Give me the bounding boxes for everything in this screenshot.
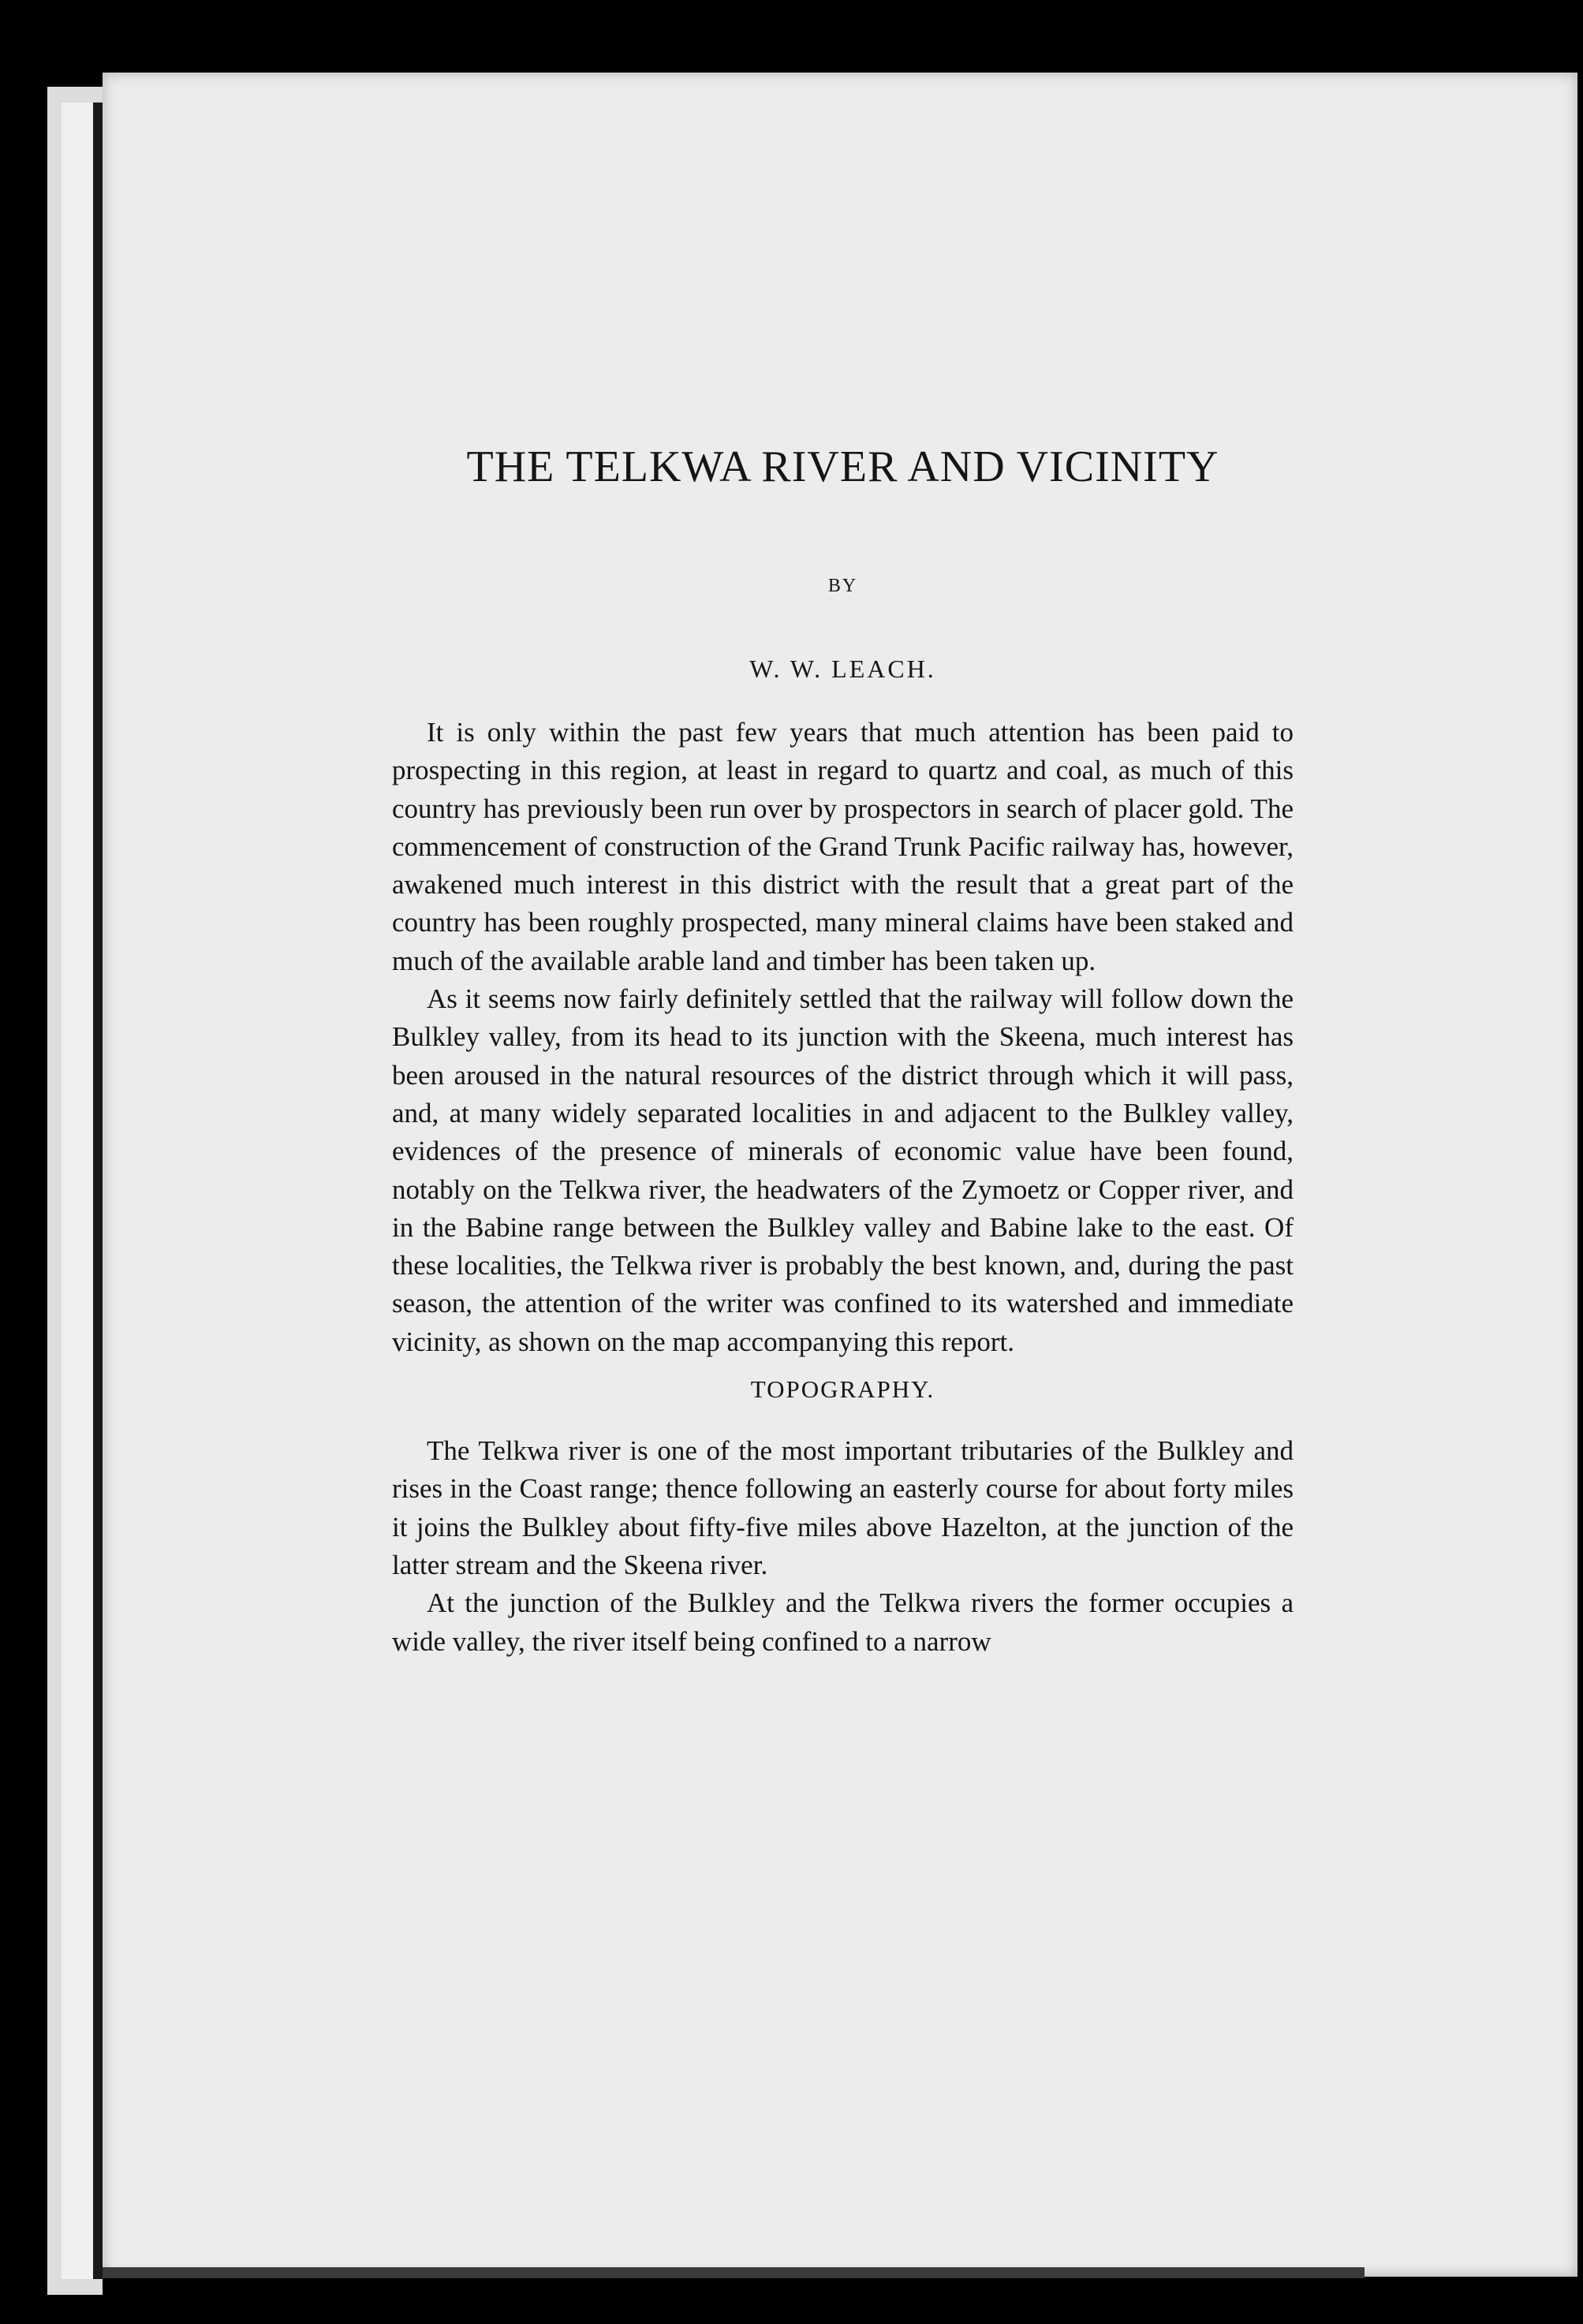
paragraph: At the junction of the Bulkley and the Telkwa rivers the former occupies a wide valley, the river itself being confined to a narrow (392, 1587, 1294, 1657)
page-content (392, 442, 1294, 1661)
paragraph: It is only within the past few years that much attention has been paid to prospecting in this region, at least in regard to quartz and coal, as much of this country has previously been run over by prospectors in search of placer gold. The commencement of construction of the Grand Trunk Pacific railway has, however, awakened much interest in this district with the result that a great part of the country has been roughly prospected, many mineral claims have been staked and much of the available arable land and timber has been taken up. (392, 717, 1294, 976)
byline: BY (827, 576, 858, 596)
paragraph: As it seems now fairly definitely settled that the railway will follow down the Bulkley valley, from its head to its junction with the Skeena, much interest has been aroused in the natural resources of the district through which it will pass, and, at many widely separated localities in and adjacent to the Bulkley valley, evidences of the presence of minerals of economic value have been found, notably on the Telkwa river, the headwaters of the Zymoetz or Copper river, and in the Babine range between the Bulkley valley and Babine lake to the east. Of these localities, the Telkwa river is probably the best known, and, during the past season, the attention of the writer was confined to its watershed and immediate vicinity, as shown on the map accompanying this report. (392, 983, 1294, 1357)
document-title: THE TELKWA RIVER AND VICINITY (466, 442, 1219, 491)
section-heading: TOPOGRAPHY. (750, 1375, 935, 1404)
paragraph: The Telkwa river is one of the most important tributaries of the Bulkley and rises in the Coast range; thence following an easterly course for about forty miles it joins the Bulkley about fifty-five miles above Hazelton, at the junction of the latter stream and the Skeena river. (392, 1435, 1294, 1580)
facing-page-margin (62, 103, 93, 2279)
author-name: W. W. LEACH. (749, 655, 936, 683)
page-bottom-edge (103, 2267, 1365, 2278)
